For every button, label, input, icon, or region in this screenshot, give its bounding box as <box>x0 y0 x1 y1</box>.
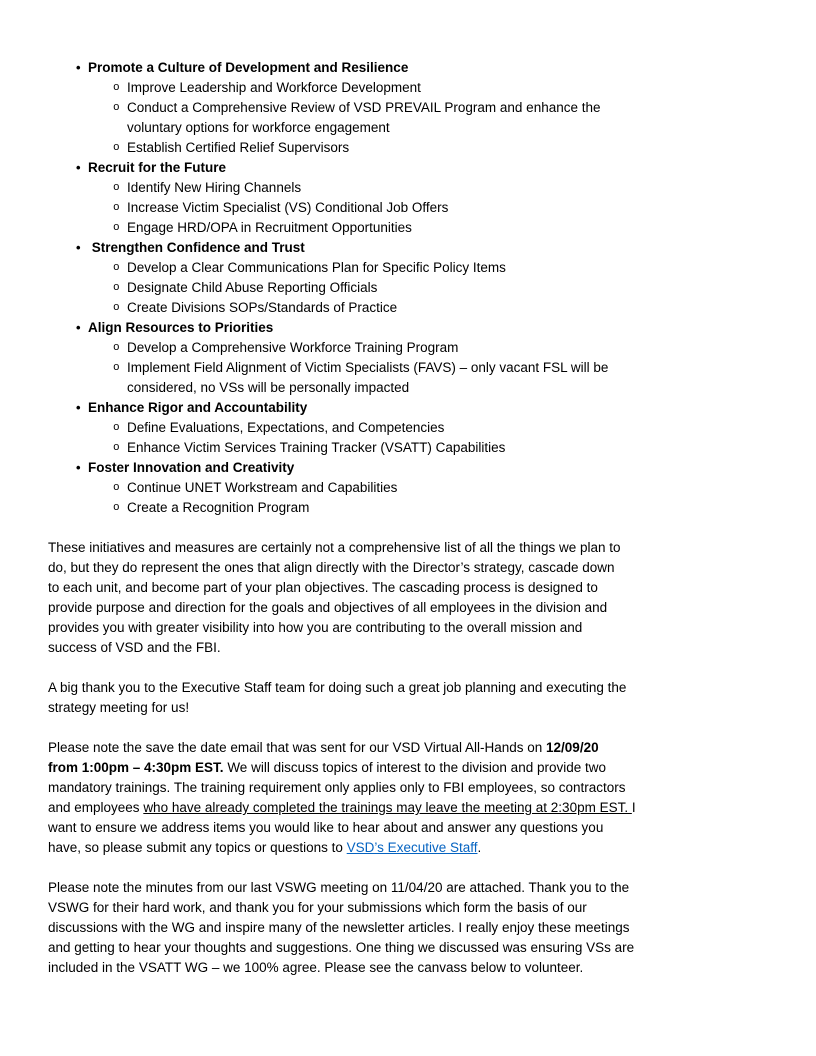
bullet-icon: • <box>76 320 81 335</box>
text-line: provides you with greater visibility into how you are contributing to the overall mission and <box>48 620 583 635</box>
list-item-level2 <box>48 258 776 278</box>
list-item-level2 <box>48 338 776 358</box>
paragraph-thank-you <box>48 678 776 718</box>
paragraph-all-hands <box>48 738 776 858</box>
circle-bullet-icon: o <box>113 82 120 94</box>
list-item-text: Identify New Hiring Channels <box>127 180 302 195</box>
list-item-level2 <box>48 218 776 238</box>
list-item-text: Develop a Clear Communications Plan for Specific Policy Items <box>127 260 506 275</box>
text-line: discussions with the WG and inspire many of the newsletter articles. I really enjoy these meetings <box>48 920 630 935</box>
list-item-text: Enhance Victim Services Training Tracker (VSATT) Capabilities <box>127 440 506 455</box>
text-line: Implement Field Alignment of Victim Specialists (FAVS) – only vacant FSL will be <box>127 360 609 375</box>
list-item-level2 <box>48 78 776 98</box>
text-line: Please note the minutes from our last VSWG meeting on 11/04/20 are attached. Thank you to the <box>48 880 630 895</box>
text-run: mandatory trainings. The training requirement only applies only to FBI employees, so contractors <box>48 780 626 795</box>
text-run: and employees <box>48 800 144 815</box>
list-item-title: Foster Innovation and Creativity <box>88 460 295 475</box>
circle-bullet-icon: o <box>113 142 120 154</box>
text-line: voluntary options for workforce engagement <box>127 120 390 135</box>
circle-bullet-icon: o <box>113 422 120 434</box>
circle-bullet-icon: o <box>113 282 120 294</box>
text-line <box>48 820 603 835</box>
list-item-level1 <box>48 238 776 258</box>
list-item-text: Create Divisions SOPs/Standards of Practice <box>127 300 398 315</box>
list-item-text: Create a Recognition Program <box>127 500 310 515</box>
strategic-initiatives-list <box>48 58 776 518</box>
paragraph-vswg-minutes <box>48 878 776 978</box>
text-line: A big thank you to the Executive Staff team for doing such a great job planning and executing the <box>48 680 627 695</box>
text-line <box>48 800 636 815</box>
text-run: I <box>631 800 636 815</box>
text-line: strategy meeting for us! <box>48 700 190 715</box>
bullet-icon: • <box>76 460 81 475</box>
list-item-level2 <box>48 178 776 198</box>
list-item-text: Continue UNET Workstream and Capabilities <box>127 480 398 495</box>
list-item-level1 <box>48 398 776 418</box>
circle-bullet-icon: o <box>113 482 120 494</box>
text-line <box>48 840 481 855</box>
text-line <box>48 740 599 755</box>
circle-bullet-icon: o <box>113 342 120 354</box>
text-line: and getting to hear your thoughts and suggestions. One thing we discussed was ensuring VSs are <box>48 940 635 955</box>
circle-bullet-icon: o <box>113 302 120 314</box>
list-item-title: Align Resources to Priorities <box>88 320 274 335</box>
list-item-title: Recruit for the Future <box>88 160 227 175</box>
text-run: . <box>477 840 482 855</box>
list-item-text: Define Evaluations, Expectations, and Competencies <box>127 420 445 435</box>
text-line: These initiatives and measures are certainly not a comprehensive list of all the things we plan to <box>48 540 621 555</box>
list-item-text: Increase Victim Specialist (VS) Conditional Job Offers <box>127 200 449 215</box>
circle-bullet-icon: o <box>113 262 120 274</box>
text-run: want to ensure we address items you would like to hear about and answer any questions you <box>48 820 604 835</box>
list-item-level2 <box>48 478 776 498</box>
list-item-title: Enhance Rigor and Accountability <box>88 400 308 415</box>
circle-bullet-icon: o <box>113 442 120 454</box>
circle-bullet-icon: o <box>113 222 120 234</box>
text-run: We will discuss topics of interest to the division and provide two <box>223 760 606 775</box>
circle-bullet-icon: o <box>113 202 120 214</box>
list-item-text: Establish Certified Relief Supervisors <box>127 140 350 155</box>
bullet-icon: • <box>76 240 81 255</box>
text-line: Conduct a Comprehensive Review of VSD PREVAIL Program and enhance the <box>127 100 601 115</box>
circle-bullet-icon: o <box>113 362 120 374</box>
list-item-text: Designate Child Abuse Reporting Officials <box>127 280 378 295</box>
text-line: success of VSD and the FBI. <box>48 640 221 655</box>
list-item-level2 <box>48 498 776 518</box>
list-item-level1 <box>48 158 776 178</box>
text-run: have, so please submit any topics or questions to <box>48 840 347 855</box>
list-item-level2 <box>48 358 776 398</box>
bullet-icon: • <box>76 400 81 415</box>
text-line: provide purpose and direction for the goals and objectives of all employees in the division and <box>48 600 608 615</box>
text-run: Please note the save the date email that was sent for our VSD Virtual All-Hands on <box>48 740 547 755</box>
text-line <box>48 780 626 795</box>
text-line: do, but they do represent the ones that align directly with the Director’s strategy, cascade down <box>48 560 615 575</box>
list-item-level1 <box>48 458 776 478</box>
list-item-text <box>127 100 601 135</box>
list-item-text: Develop a Comprehensive Workforce Training Program <box>127 340 459 355</box>
bold-time-run: from 1:00pm – 4:30pm EST. <box>48 760 224 775</box>
circle-bullet-icon: o <box>113 102 120 114</box>
bullet-icon: • <box>76 60 81 75</box>
list-item-level2 <box>48 418 776 438</box>
list-item-text <box>127 360 608 395</box>
list-item-level2 <box>48 278 776 298</box>
list-item-level2 <box>48 98 776 138</box>
list-item-text: Improve Leadership and Workforce Development <box>127 80 421 95</box>
text-line <box>48 760 606 775</box>
list-item-level2 <box>48 198 776 218</box>
list-item-level2 <box>48 298 776 318</box>
list-item-title: Strengthen Confidence and Trust <box>88 240 305 255</box>
paragraph-initiatives-summary <box>48 538 776 658</box>
list-item-level1 <box>48 58 776 78</box>
text-line: considered, no VSs will be personally impacted <box>127 380 410 395</box>
vsd-executive-staff-link[interactable]: VSD’s Executive Staff <box>346 840 478 855</box>
underlined-note-run: who have already completed the trainings may leave the meeting at 2:30pm EST. <box>143 800 632 815</box>
list-item-text: Engage HRD/OPA in Recruitment Opportunities <box>127 220 412 235</box>
list-item-level1 <box>48 318 776 338</box>
text-line: to each unit, and become part of your plan objectives. The cascading process is designed to <box>48 580 598 595</box>
list-item-level2 <box>48 438 776 458</box>
text-line: VSWG for their hard work, and thank you for your submissions which form the basis of our <box>48 900 587 915</box>
circle-bullet-icon: o <box>113 182 120 194</box>
text-line: included in the VSATT WG – we 100% agree. Please see the canvass below to volunteer. <box>48 960 584 975</box>
bullet-icon: • <box>76 160 81 175</box>
list-item-level2 <box>48 138 776 158</box>
bold-date-run: 12/09/20 <box>546 740 599 755</box>
circle-bullet-icon: o <box>113 502 120 514</box>
list-item-title: Promote a Culture of Development and Resilience <box>88 60 409 75</box>
